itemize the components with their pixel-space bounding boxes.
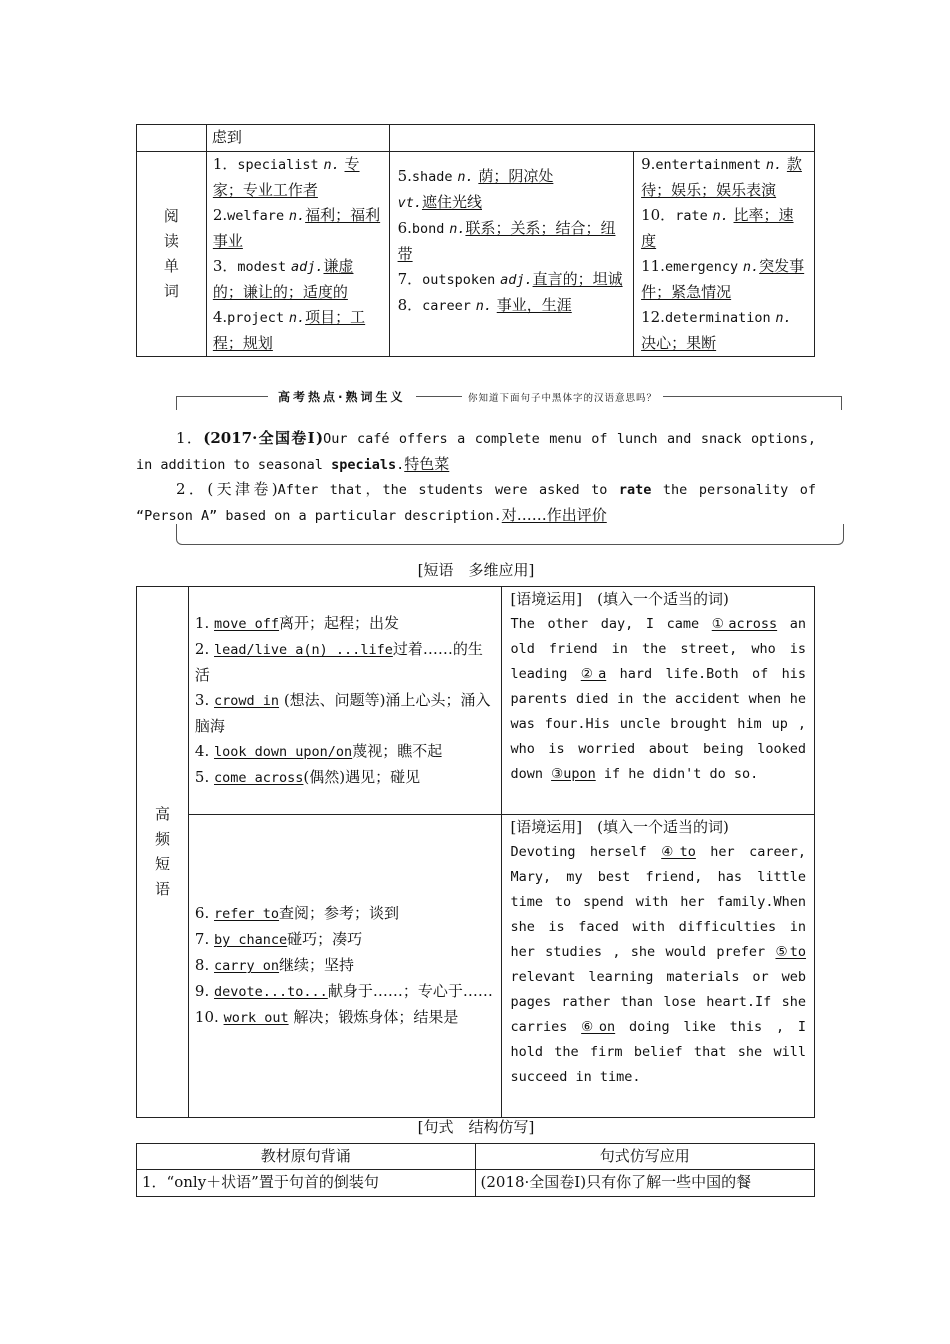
phrase-group-2 (188, 815, 502, 1118)
vocab-item: 8．career n. 事业，生涯 (397, 296, 572, 314)
sentence-row1-left: 1．“only＋状语”置于句首的倒装句 (137, 1170, 476, 1197)
blank-answer: ①across (711, 616, 778, 632)
vocab-col2 (389, 152, 634, 357)
blank-answer: ②a (580, 666, 607, 682)
example-1: 1．(2017·全国卷Ⅰ)Our café offers a complete menu of lunch and snack options, in addition to seasonal specials.特色菜 (136, 429, 816, 473)
context-title: [语境运用] (填入一个适当的词) (510, 590, 729, 608)
phrase-item: 10. work out 解决；锻炼身体；结果是 (194, 1008, 459, 1026)
vocab-item: 10．rate n. 比率；速度 (641, 206, 794, 250)
vocab-top-right (389, 125, 814, 152)
phrase-item: 6. refer to查阅；参考；谈到 (194, 904, 400, 922)
phrase-section-label: 高频短语 (137, 587, 189, 1118)
banner-hint: 你知道下面句子中黑体字的汉语意思吗？ (462, 390, 663, 404)
sentence-head-right: 句式仿写应用 (475, 1144, 815, 1170)
phrase-item: 5. come across(偶然)遇见；碰见 (194, 767, 421, 786)
banner-title: 高考热点·熟词生义 (268, 388, 416, 405)
vocab-col1 (206, 152, 389, 357)
vocab-item: 11.emergency n.突发事件；紧急情况 (641, 257, 805, 301)
vocab-item: 6.bond n.联系；关系；结合；纽带 (397, 219, 616, 263)
sentence-head-left: 教材原句背诵 (137, 1144, 476, 1170)
phrase-table (136, 586, 815, 1118)
vocab-item: 1．specialist n. 专家；专业工作者 (212, 155, 360, 199)
vocab-item: 2.welfare n.福利；福利事业 (212, 206, 381, 250)
vocab-item: 4.project n.项目；工程；规划 (212, 308, 366, 352)
phrase-heading: [短语 多维应用] (417, 561, 535, 579)
phrase-group-1 (188, 587, 502, 815)
phrase-item: 1. move off离开；起程；出发 (194, 613, 400, 632)
sentence-heading: [句式 结构仿写] (417, 1118, 535, 1136)
vocab-col3 (634, 152, 815, 357)
blank-answer: ④to (661, 844, 696, 860)
vocab-top-mid: 虑到 (206, 125, 389, 152)
example-2: 2．(天津卷)After that，the students were asked to rate the personality of “Person A” based on a particular description.对……作出评价 (136, 480, 816, 524)
context-exercise-2: [语境运用] (填入一个适当的词) Devoting herself ④to her career, Mary, my best friend, has little time to spend with her family.When she is faced with difficulties in her studies , she would prefer ⑤to relevant learning materials or web pages rather than lose heart.If she carries ⑥on doing like this , I hold the firm belief that she will succeed in time. (502, 815, 815, 1118)
phrase-item: 2. lead/live a(n) ...life过着……的生活 (194, 639, 483, 684)
vocab-item: 3．modest adj.谦虚的；谦让的；适度的 (212, 257, 354, 301)
vocab-item: 9.entertainment n. 款待；娱乐；娱乐表演 (641, 155, 802, 199)
phrase-item: 4. look down upon/on蔑视；瞧不起 (194, 741, 443, 760)
phrase-item: 9. devote...to...献身于……；专心于…… (194, 982, 493, 1000)
context-exercise-1: [语境运用] (填入一个适当的词) The other day, I came ①across an old friend in the street, who is leading ②a hard life.Both of his parents died in the accident when he was four.His uncle brought him up , who is worried about being looked down ③upon if he didn't do so. (502, 587, 815, 815)
vocab-table (136, 124, 815, 357)
sentence-row1-right: (2018·全国卷Ⅰ)只有你了解一些中国的餐 (475, 1170, 815, 1197)
vocab-item: 7．outspoken adj.直言的；坦诚 (397, 270, 623, 288)
vocab-item: 12.determination n. 决心；果断 (641, 308, 792, 352)
phrase-item: 3. crowd in (想法、问题等)涌上心头；涌入脑海 (194, 690, 491, 735)
context-title: [语境运用] (填入一个适当的词) (510, 818, 729, 836)
blank-answer: ⑥on (581, 1019, 616, 1035)
vocab-top-left (137, 125, 207, 152)
blank-answer: ⑤to (775, 944, 807, 960)
phrase-item: 7. by chance碰巧；凑巧 (194, 930, 363, 948)
blank-answer: ③upon (551, 766, 596, 782)
vocab-section-label: 阅读单词 (137, 152, 207, 357)
sentence-table (136, 1143, 815, 1197)
phrase-item: 8. carry on继续；坚持 (194, 956, 355, 974)
vocab-item: 5.shade n. 荫；阴凉处 vt.遮住光线 (397, 167, 554, 211)
